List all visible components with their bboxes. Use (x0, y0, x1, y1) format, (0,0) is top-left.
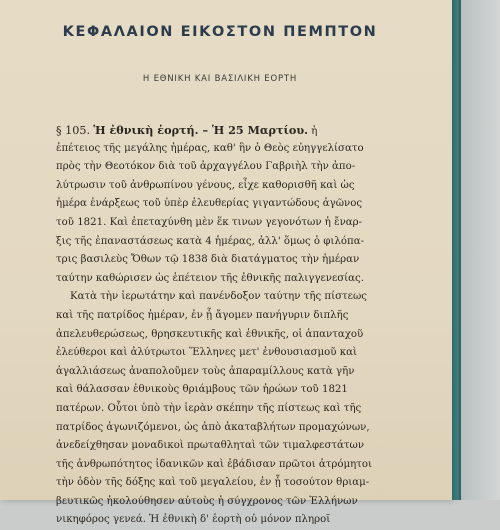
page-edge (461, 0, 500, 500)
text-line: ἀνεδείχθησαν μοναδικοὶ πρωταθληταὶ τῶν τιμαλφεστάτων (56, 440, 365, 452)
text-line: Κατὰ τὴν ἱερωτάτην καὶ πανένδοξον ταύτην τῆς πίστεως (70, 291, 367, 303)
chapter-title: ΚΕΦΑΛΑΙΟΝ ΕΙΚΟΣΤΟΝ ΠΕΜΠΤΟΝ (62, 24, 378, 40)
first-line-rest: ἡ (308, 126, 318, 137)
book-spine (452, 0, 461, 500)
text-line: ἐπέτειος τῆς μεγάλης ἡμέρας, καθ' ἣν ὁ Θεὸς εὐηγγελίσατο (56, 142, 364, 154)
text-line: τρις βασιλεὺς Ὄθων τῷ 1838 διὰ διατάγματος τὴν ἡμέραν (56, 254, 360, 266)
text-line: τοῦ 1821. Καὶ ἐπεταχύνθη μὲν ἕκ τινων γεγονότων ἡ ἔναρ- (56, 216, 363, 228)
section-heading-1: Ἡ ἐθνικὴ ἑορτή. (93, 123, 199, 137)
text-line: ἐλεύθεροι καὶ ἀλύτρωτοι Ἕλληνες μετ' ἐνθουσιασμοῦ καὶ (56, 347, 357, 359)
text-line: ξις τῆς ἐπαναστάσεως κατὰ 4 ἡμέρας, ἀλλ' ὅμως ὁ φιλόπα- (56, 235, 365, 247)
text-line: ἀγαλλιάσεως ἀναπολοῦμεν τοὺς ἀπαραμίλλους κατὰ γῆν (56, 365, 355, 377)
chapter-subtitle: Η ΕΘΝΙΚΗ ΚΑΙ ΒΑΣΙΛΙΚΗ ΕΟΡΤΗ (142, 74, 298, 84)
body-text (56, 121, 394, 530)
text-line: τῆς ἀνθρωπότητος ἰδανικῶν καὶ ἐβάδισαν πρῶτοι ἀτρόμητοι (56, 458, 372, 470)
text-line: νικηφόρος γενεά. Ἡ ἐθνικὴ δ' ἑορτὴ οὐ μόνον πληροῖ (56, 514, 331, 526)
paragraph-1-first-line (56, 121, 394, 140)
text-line: ἡμέρα ἐνάρξεως τοῦ ὑπὲρ ἐλευθερίας γιγαντώδους ἀγῶνος (56, 198, 363, 210)
text-line: πρὸς τὴν Θεοτόκον διὰ τοῦ ἀρχαγγέλου Γαβριὴλ τὴν ἀπο- (56, 161, 356, 173)
section-heading-2: Ἡ 25 Μαρτίου. (211, 123, 309, 137)
text-line: καὶ τῆς πατρίδος ἡμέραν, ἐν ᾗ ἄγομεν πανήγυριν διπλῆς (56, 309, 349, 321)
text-line: ἀπελευθερώσεως, θρησκευτικῆς καὶ ἐθνικῆς, οἱ ἁπανταχοῦ (56, 328, 364, 340)
text-line: τὴν ὁδὸν τῆς δόξης καὶ τοῦ μεγαλείου, ἐν ᾗ τοσούτον θριαμ- (56, 477, 370, 489)
text-line: πατέρων. Οὗτοι ὑπὸ τὴν ἱερὰν σκέπην τῆς πίστεως καὶ τῆς (56, 402, 362, 414)
heading-dash: – (198, 123, 212, 137)
text-line: πατρίδος ἀγωνιζόμενοι, ὡς ἀπὸ ἀκαταβλήτων προμαχώνων, (56, 421, 370, 433)
text-line: ταύτην καθώρισεν ὡς ἐπέτειον τῆς ἐθνικῆς παλιγγενεσίας. (56, 272, 364, 284)
text-line: καὶ θάλασσαν ἐθνικοὺς θριάμβους τῶν ἡρώων τοῦ 1821 (56, 384, 348, 396)
text-line: βευτικῶς ἠκολούθησεν αὐτοὺς ἡ σύγχρονος τῶν Ἑλλήνων (56, 495, 358, 507)
section-number: § 105. (56, 124, 91, 137)
text-line: λύτρωσιν τοῦ ἀνθρωπίνου γένους, εἶχε καθορισθῆ καὶ ὡς (56, 179, 355, 191)
